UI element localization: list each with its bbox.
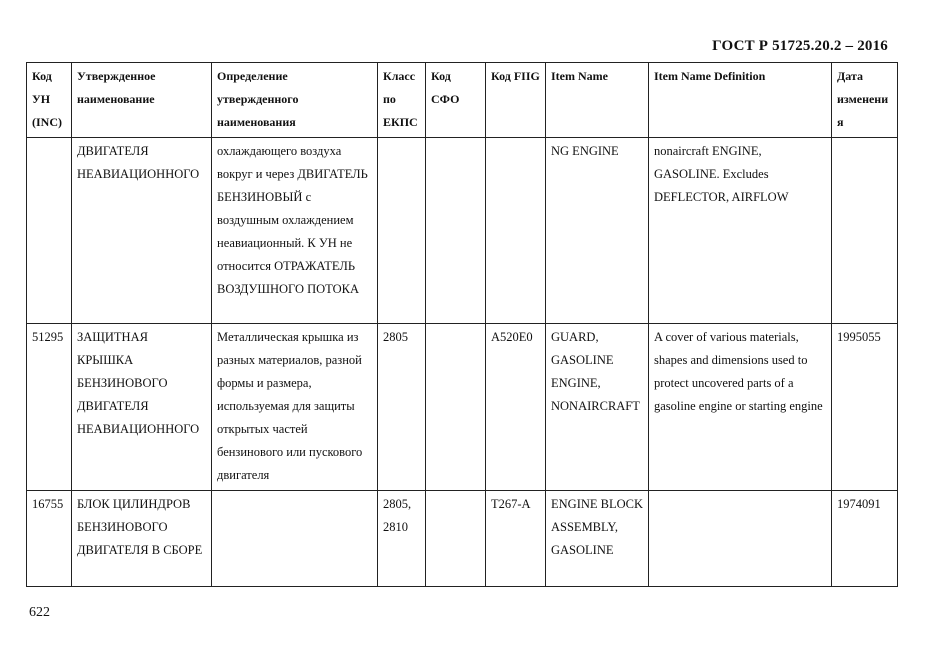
table-header-row	[27, 63, 898, 138]
cell-fiig: A520E0	[486, 324, 546, 491]
cell-definition	[212, 491, 378, 587]
cell-item-name-definition: A cover of various materials, shapes and dimensions used to protect uncovered parts of a gasoline engine or starting engine	[649, 324, 832, 491]
cell-date	[832, 138, 898, 324]
header-fiig-code: Код FIIG	[486, 63, 546, 138]
header-date: Дата изменения	[832, 63, 898, 138]
cell-inc	[27, 138, 72, 324]
cell-sfo	[426, 138, 486, 324]
cell-sfo	[426, 324, 486, 491]
cell-item-name-definition: nonaircraft ENGINE, GASOLINE. Excludes DEFLECTOR, AIRFLOW	[649, 138, 832, 324]
cell-approved-name: БЛОК ЦИЛИНДРОВ БЕНЗИНОВОГО ДВИГАТЕЛЯ В СБОРЕ	[72, 491, 212, 587]
cell-fiig: T267-A	[486, 491, 546, 587]
cell-date: 1995055	[832, 324, 898, 491]
nomenclature-table	[26, 62, 898, 587]
header-item-name-definition: Item Name Definition	[649, 63, 832, 138]
header-item-name: Item Name	[546, 63, 649, 138]
cell-item-name: NG ENGINE	[546, 138, 649, 324]
cell-fsc	[378, 138, 426, 324]
cell-inc: 16755	[27, 491, 72, 587]
page-number: 622	[29, 605, 50, 620]
header-approved-name: Утвержденное наименование	[72, 63, 212, 138]
header-sfo-code: Код СФО	[426, 63, 486, 138]
header-inc: Код УН (INC)	[27, 63, 72, 138]
table-row	[27, 138, 898, 324]
header-fsc-class: Класс по ЕКПС	[378, 63, 426, 138]
cell-date: 1974091	[832, 491, 898, 587]
cell-approved-name: ЗАЩИТНАЯ КРЫШКА БЕНЗИНОВОГО ДВИГАТЕЛЯ НЕАВИАЦИОННОГО	[72, 324, 212, 491]
table-row	[27, 324, 898, 491]
cell-inc: 51295	[27, 324, 72, 491]
cell-approved-name: ДВИГАТЕЛЯ НЕАВИАЦИОННОГО	[72, 138, 212, 324]
cell-item-name: GUARD, GASOLINE ENGINE, NONAIRCRAFT	[546, 324, 649, 491]
cell-definition: Металлическая крышка из разных материалов, разной формы и размера, используемая для защиты открытых частей бензинового или пускового двигателя	[212, 324, 378, 491]
header-definition: Определение утвержденного наименования	[212, 63, 378, 138]
cell-item-name: ENGINE BLOCK ASSEMBLY, GASOLINE	[546, 491, 649, 587]
document-code: ГОСТ Р 51725.20.2 – 2016	[712, 38, 888, 54]
cell-fsc: 2805, 2810	[378, 491, 426, 587]
cell-item-name-definition	[649, 491, 832, 587]
cell-fiig	[486, 138, 546, 324]
cell-definition: охлаждающего воздуха вокруг и через ДВИГАТЕЛЬ БЕНЗИНОВЫЙ с воздушным охлаждением неавиационный. К УН не относится ОТРАЖАТЕЛЬ ВОЗДУШНОГО ПОТОКА	[212, 138, 378, 324]
cell-sfo	[426, 491, 486, 587]
table-row	[27, 491, 898, 587]
cell-fsc: 2805	[378, 324, 426, 491]
